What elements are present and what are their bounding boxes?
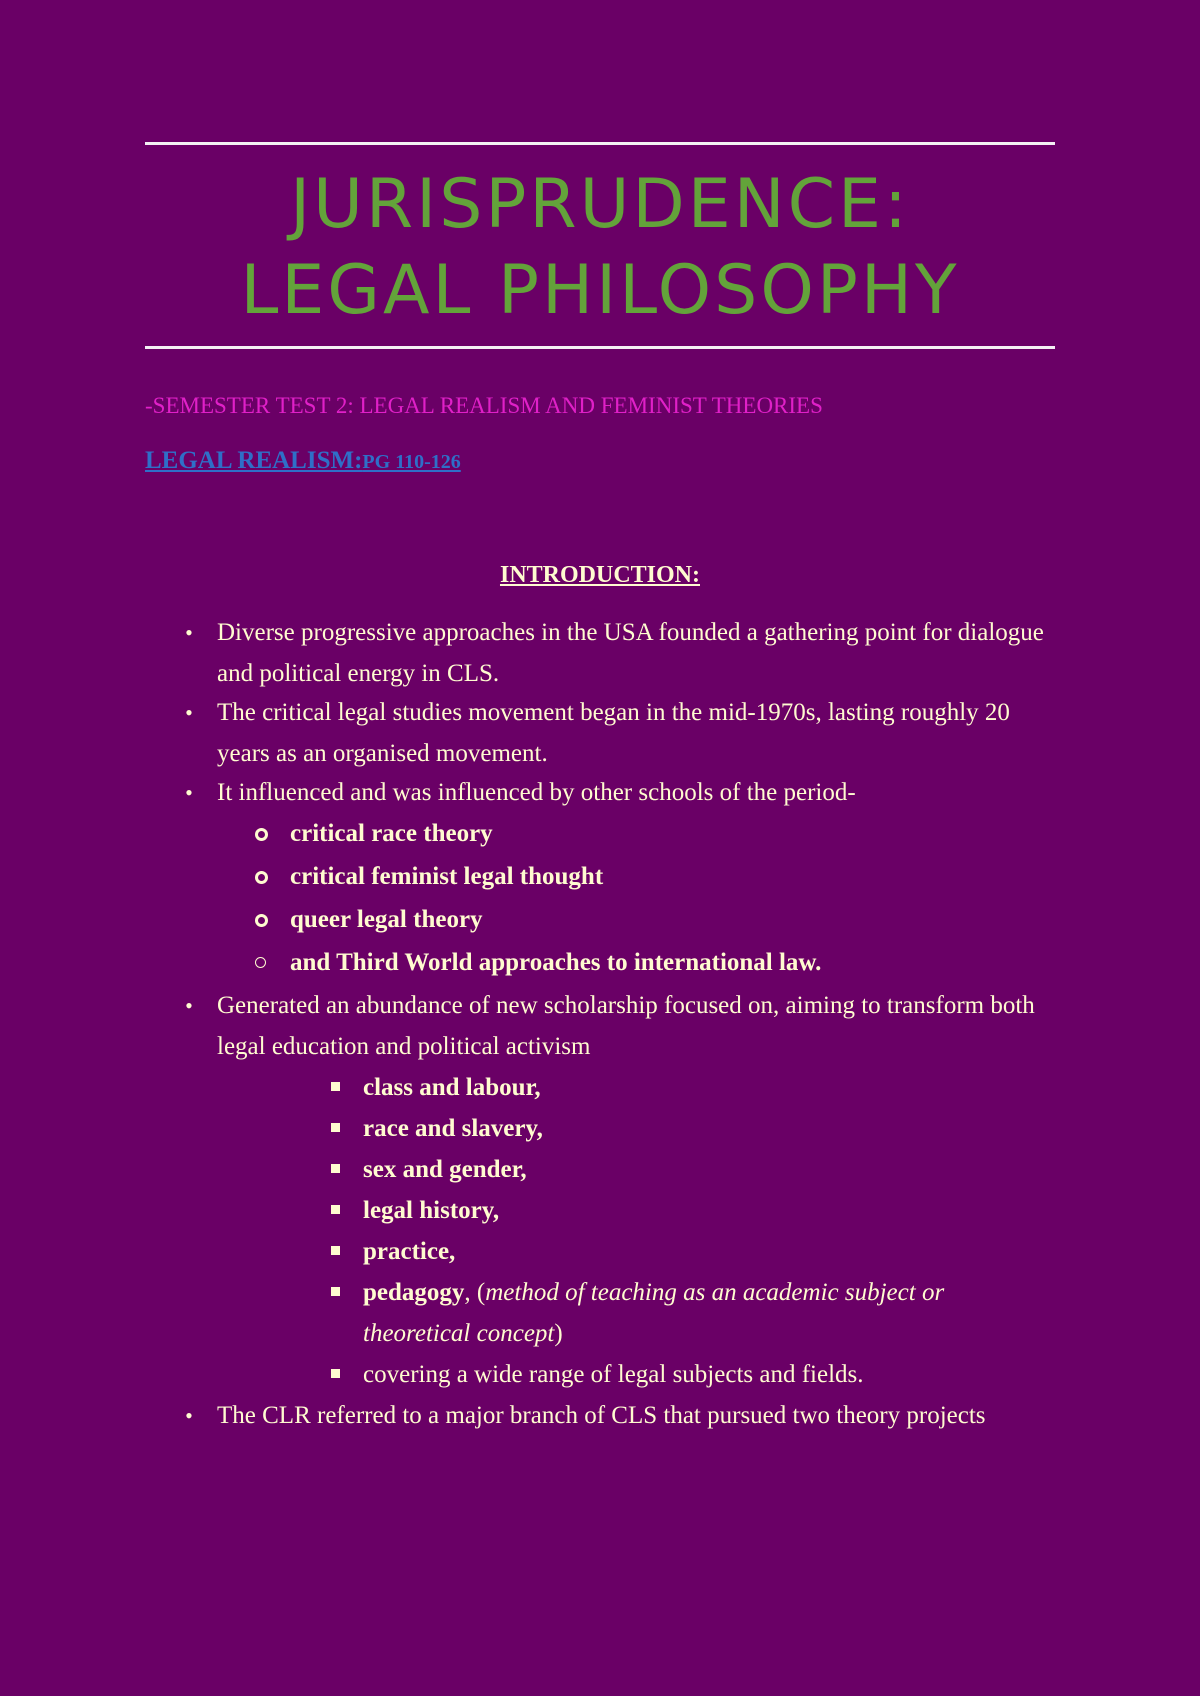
topic-text: covering a wide range of legal subjects and fields. (363, 1361, 864, 1388)
bullet-dot-icon: • (185, 993, 193, 1018)
sub-list-item (145, 899, 1055, 942)
pedagogy-separator: , ( (464, 1279, 486, 1306)
topic-item (145, 1231, 1055, 1272)
topic-text: legal history, (363, 1197, 500, 1224)
topic-text: class and labour, (363, 1074, 541, 1101)
bullet-dot-icon: • (185, 780, 193, 805)
square-bullet-icon (331, 1287, 340, 1296)
square-bullet-icon (331, 1082, 340, 1091)
topic-item (145, 1190, 1055, 1231)
pedagogy-term: pedagogy (363, 1279, 465, 1306)
hollow-circle-bullet-icon (255, 828, 268, 841)
topic-item (145, 1067, 1055, 1108)
introduction-heading: INTRODUCTION: (499, 562, 700, 588)
section-pages: PG 110-126 (362, 451, 461, 473)
title-line-1: JURISPRUDENCE: (290, 165, 910, 244)
topic-text: sex and gender, (363, 1156, 527, 1183)
introduction-list (145, 612, 1055, 1436)
topic-item (145, 1272, 1055, 1354)
square-bullet-icon (331, 1164, 340, 1173)
hollow-circle-bullet-icon (255, 871, 268, 884)
list-item-text: The critical legal studies movement began in the mid-1970s, lasting roughly 20 years as an organised movement. (217, 699, 1010, 767)
list-item (145, 772, 1055, 813)
subtitle: -SEMESTER TEST 2: LEGAL REALISM AND FEMINIST THEORIES (145, 393, 823, 418)
pedagogy-close: ) (554, 1320, 563, 1347)
sub-list-item-text: critical feminist legal thought (290, 863, 604, 890)
topic-text: practice, (363, 1238, 456, 1265)
topic-item (145, 1354, 1055, 1395)
sub-list-item (145, 813, 1055, 856)
section-heading-text: LEGAL REALISM: (145, 447, 363, 474)
title-line-2: LEGAL PHILOSOPHY (240, 251, 960, 330)
sub-list-item-text: queer legal theory (290, 906, 483, 933)
hollow-circle-bullet-icon (255, 957, 266, 968)
square-bullet-icon (331, 1205, 340, 1214)
list-item-text: It influenced and was influenced by other schools of the period- (217, 779, 856, 806)
list-item (145, 612, 1055, 694)
title-top-rule (145, 142, 1055, 145)
list-item-text: The CLR referred to a major branch of CLS that pursued two theory projects (217, 1402, 986, 1429)
bullet-dot-icon: • (185, 700, 193, 725)
bullet-dot-icon: • (185, 620, 193, 645)
pedagogy-definition: method of teaching as an academic subject or theoretical concept (363, 1279, 945, 1347)
list-item-text: Generated an abundance of new scholarship focused on, aiming to transform both legal education and political activism (217, 992, 1035, 1060)
list-item (145, 985, 1055, 1067)
list-item-text: Diverse progressive approaches in the USA founded a gathering point for dialogue and political energy in CLS. (217, 619, 1044, 687)
topic-item (145, 1149, 1055, 1190)
section-heading-link[interactable] (145, 447, 461, 475)
square-bullet-icon (331, 1123, 340, 1132)
list-item (145, 692, 1055, 774)
list-item (145, 1395, 1055, 1436)
sub-list-item (145, 856, 1055, 899)
bullet-dot-icon: • (185, 1403, 193, 1428)
page-title (145, 162, 1055, 334)
hollow-circle-bullet-icon (255, 914, 268, 927)
square-bullet-icon (331, 1246, 340, 1255)
square-bullet-icon (331, 1369, 340, 1378)
sub-list-item-text: critical race theory (290, 820, 493, 847)
topic-item (145, 1108, 1055, 1149)
sub-list-item (145, 942, 1055, 985)
sub-list-item-text: and Third World approaches to international law. (290, 949, 822, 976)
topic-text: race and slavery, (363, 1115, 543, 1142)
title-bottom-rule (145, 346, 1055, 349)
